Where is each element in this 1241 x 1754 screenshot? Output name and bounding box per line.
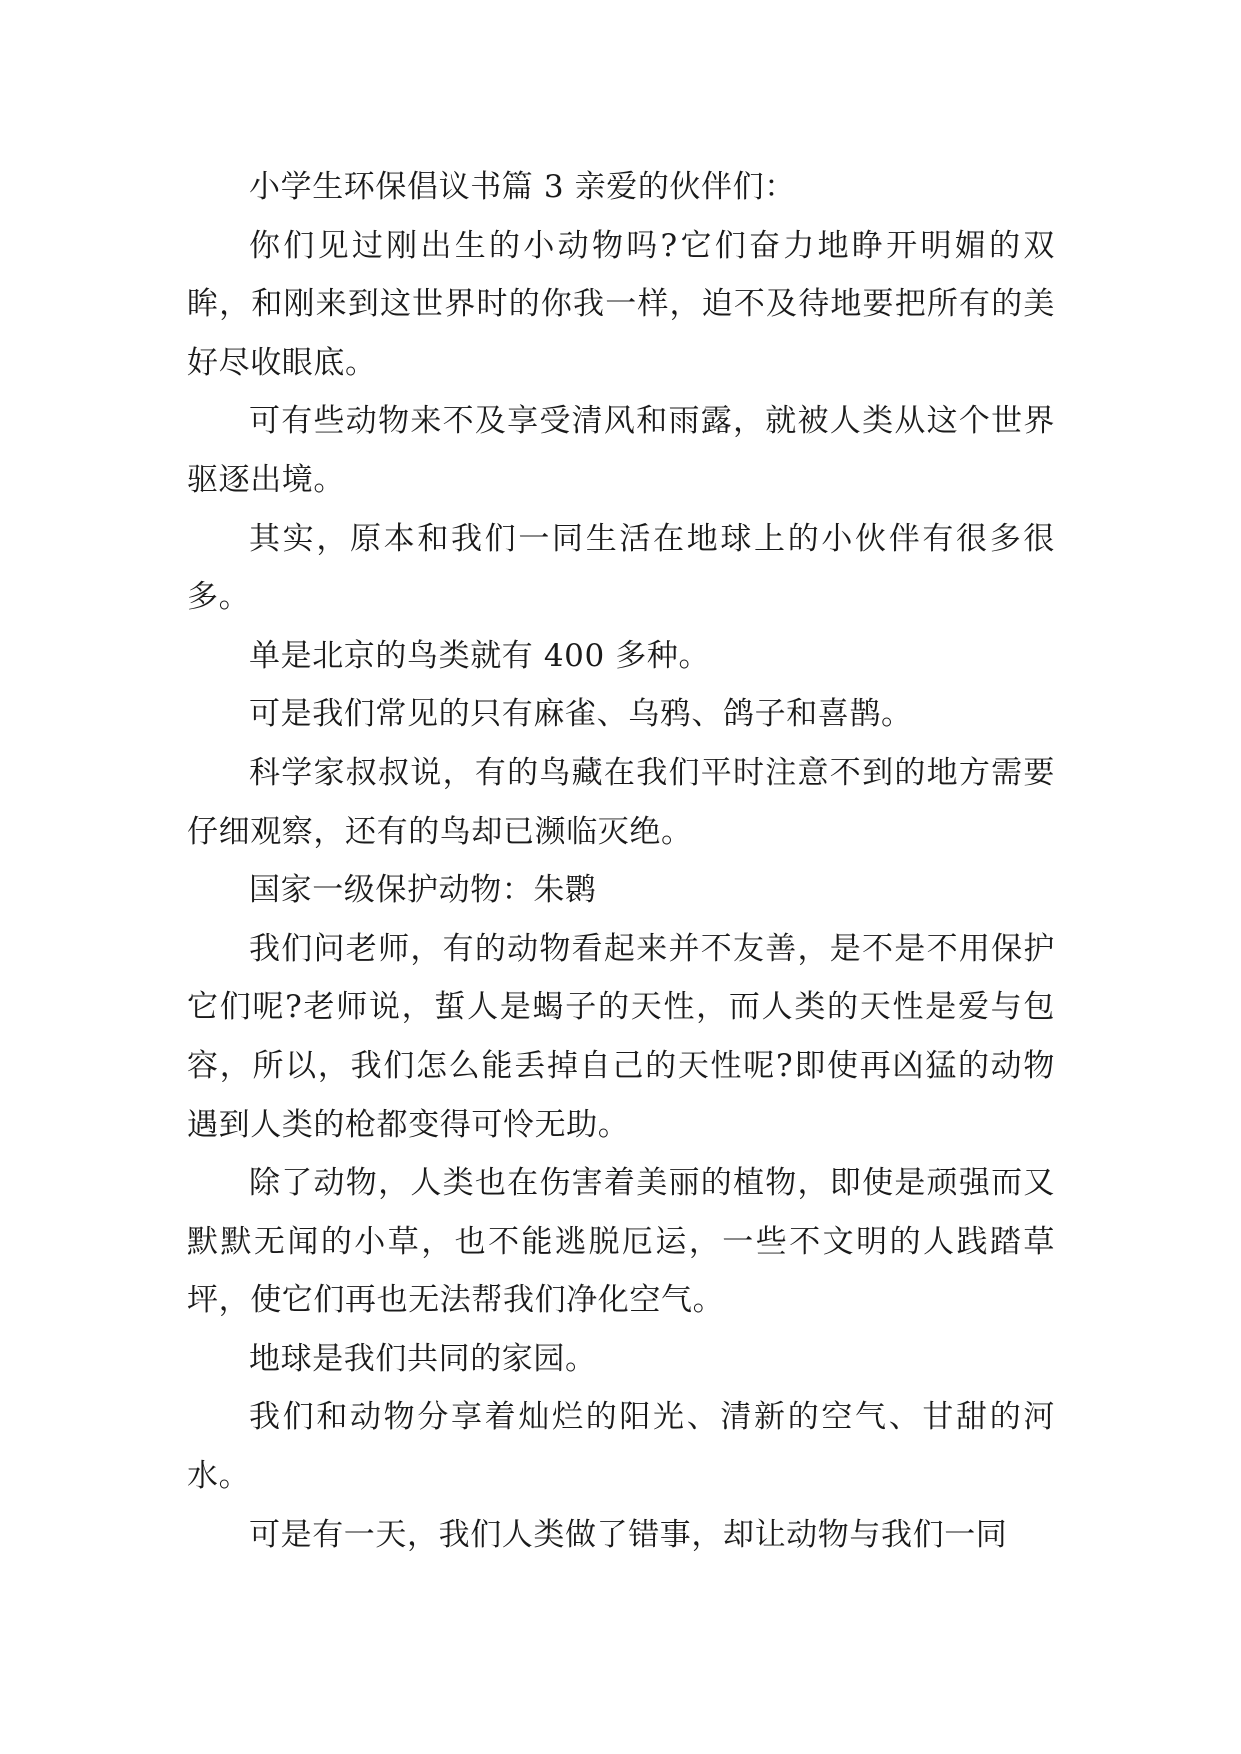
paragraph: 你们见过刚出生的小动物吗?它们奋力地睁开明媚的双眸，和刚来到这世界时的你我一样，迫不及待地要把所有的美好尽收眼底。 <box>187 227 1055 381</box>
paragraph: 我们和动物分享着灿烂的阳光、清新的空气、甘甜的河水。 <box>187 1399 1055 1495</box>
paragraph: 除了动物，人类也在伤害着美丽的植物，即使是顽强而又默默无闻的小草，也不能逃脱厄运，一些不文明的人践踏草坪，使它们再也无法帮我们净化空气。 <box>187 1165 1055 1319</box>
paragraph: 可有些动物来不及享受清风和雨露，就被人类从这个世界驱逐出境。 <box>187 403 1055 498</box>
document-body <box>187 158 1055 1564</box>
paragraph-heading: 小学生环保倡议书篇 3 亲爱的伙伴们： <box>249 169 796 205</box>
paragraph: 可是有一天，我们人类做了错事，却让动物与我们一同 <box>249 1516 1008 1553</box>
paragraph: 可是我们常见的只有麻雀、乌鸦、鸽子和喜鹊。 <box>249 696 913 733</box>
paragraph: 地球是我们共同的家园。 <box>249 1340 597 1377</box>
paragraph: 单是北京的鸟类就有 400 多种。 <box>249 637 711 674</box>
paragraph: 科学家叔叔说，有的鸟藏在我们平时注意不到的地方需要仔细观察，还有的鸟却已濒临灭绝。 <box>187 754 1055 850</box>
paragraph: 国家一级保护动物：朱鹮 <box>249 872 597 909</box>
paragraph: 我们问老师，有的动物看起来并不友善，是不是不用保护它们呢?老师说，蜇人是蝎子的天性，而人类的天性是爱与包容，所以，我们怎么能丢掉自己的天性呢?即使再凶猛的动物遇到人类的枪都变得可怜无助。 <box>187 930 1055 1143</box>
paragraph: 其实，原本和我们一同生活在地球上的小伙伴有很多很多。 <box>187 520 1055 616</box>
